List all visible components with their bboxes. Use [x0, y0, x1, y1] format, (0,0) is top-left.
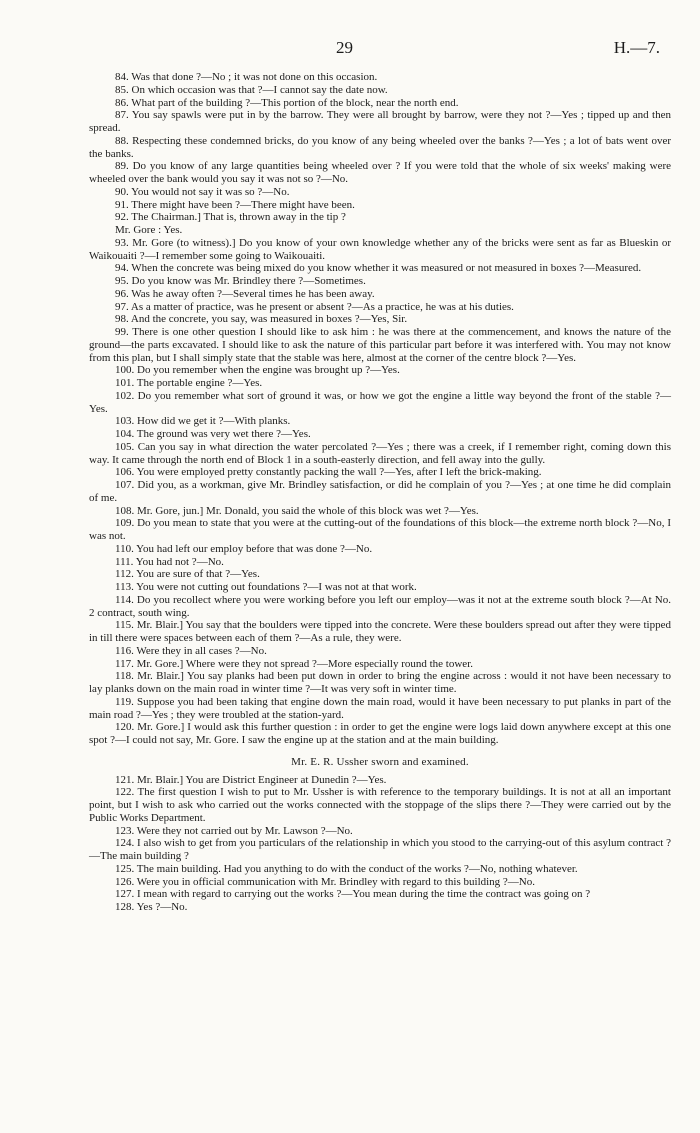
paragraph: 93. Mr. Gore (to witness).] Do you know of your own knowledge whether any of the bricks were sent as far as Blueskin or Waikouaiti ?—I remember some going to Waikouaiti.: [89, 236, 671, 262]
paragraph: 102. Do you remember what sort of ground it was, or how we got the engine a little way beyond the front of the stable ?—Yes.: [89, 389, 671, 415]
paragraph: 116. Were they in all cases ?—No.: [115, 644, 267, 657]
paragraph: 91. There might have been ?—There might have been.: [115, 198, 355, 211]
paragraph: 113. You were not cutting out foundations ?—I was not at that work.: [115, 581, 417, 593]
paragraph: 115. Mr. Blair.] You say that the boulders were tipped into the concrete. Were these boulders spread out after they were tipped in till there were spaces between each of them ?—As a rule, they were.: [89, 619, 671, 644]
paragraph: 88. Respecting these condemned bricks, do you know of any being wheeled over the banks ?—Yes ; a lot of bats went over the banks.: [89, 134, 671, 160]
paragraph: 86. What part of the building ?—This portion of the block, near the north end.: [115, 96, 459, 109]
paragraph: 114. Do you recollect where you were working before you left our employ—was it not at the extreme south block ?—At No. 2 contract, south wing.: [89, 593, 671, 619]
paragraph: 99. There is one other question I should like to ask him : he was there at the commencement, and knows the nature of the ground—the parts excavated. I should like to ask the nature of this particular part before it was interfered with. You may not know from this plan, but I shall simply state that the stable was here, almost at the corner of the centre block ?—Yes.: [89, 326, 671, 364]
paragraph: 104. The ground was very wet there ?—Yes.: [115, 428, 311, 440]
paragraph: 117. Mr. Gore.] Where were they not spread ?—More especially round the tower.: [115, 657, 473, 670]
paragraph: 128. Yes ?—No.: [115, 901, 188, 913]
paragraph: 96. Was he away often ?—Several times he has been away.: [115, 287, 375, 300]
paragraph: 105. Can you say in what direction the water percolated ?—Yes ; there was a creek, if I remember right, coming down this way. It came through the north end of Block 1 in a south-easterly direction, and fell away into the gully.: [89, 440, 671, 466]
paragraph: 87. You say spawls were put in by the barrow. They were all brought by barrow, were they not ?—Yes ; tipped up and then spread.: [89, 109, 671, 134]
paragraph: 127. I mean with regard to carrying out the works ?—You mean during the time the contract was going on ?: [115, 888, 591, 901]
paragraph: 118. Mr. Blair.] You say planks had been put down in order to bring the engine across : would it not have been necessary to lay planks down on the main road in winter time ?—It was very soft in winter time.: [89, 670, 671, 695]
paragraph: 110. You had left our employ before that was done ?—No.: [115, 542, 373, 555]
page-number: 29: [336, 38, 353, 57]
paragraph: 119. Suppose you had been taking that engine down the main road, would it have been necessary to put planks in part of the main road ?—Yes ; they were troubled at the station-yard.: [89, 695, 671, 721]
paragraph: 90. You would not say it was so ?—No.: [115, 185, 290, 198]
paragraph: 94. When the concrete was being mixed do you know whether it was measured or not measured in boxes ?—Measured.: [115, 262, 642, 275]
paragraph: 111. You had not ?—No.: [115, 555, 224, 568]
paragraph: 126. Were you in official communication with Mr. Brindley with regard to this building ?—No.: [115, 875, 536, 888]
paragraph: 125. The main building. Had you anything to do with the conduct of the works ?—No, nothing whatever.: [115, 862, 578, 875]
paragraph: 95. Do you know was Mr. Brindley there ?—Sometimes.: [115, 275, 366, 287]
paragraph: 97. As a matter of practice, was he present or absent ?—As a practice, he was at his duties.: [115, 300, 514, 313]
paragraph: 122. The first question I wish to put to Mr. Ussher is with reference to the temporary buildings. It is not at all an important point, but I wish to ask who carried out the works connected with the stoppage of the slips there ?—They were carried out by the Public Works Department.: [89, 786, 671, 824]
document-reference: H.—7.: [613, 38, 660, 57]
paragraph: 112. You are sure of that ?—Yes.: [115, 568, 260, 581]
paragraph: 89. Do you know of any large quantities being wheeled over ? If you were told that the whole of six weeks' making were wheeled over the bank would you say it was not so ?—No.: [89, 160, 671, 185]
section-heading: Mr. E. R. Ussher sworn and examined.: [291, 755, 469, 768]
page-header: [0, 38, 700, 62]
paragraph: 100. Do you remember when the engine was brought up ?—Yes.: [115, 364, 400, 377]
paragraph: 92. The Chairman.] That is, thrown away in the tip ?: [115, 211, 346, 224]
paragraph: 84. Was that done ?—No ; it was not done on this occasion.: [115, 71, 378, 83]
paragraph: 106. You were employed pretty constantly packing the wall ?—Yes, after I left the brick-making.: [115, 466, 542, 479]
paragraph: 101. The portable engine ?—Yes.: [115, 377, 263, 389]
paragraph: 107. Did you, as a workman, give Mr. Brindley satisfaction, or did he complain of you ?—Yes ; at one time he did complain of me.: [89, 479, 671, 504]
paragraph: 121. Mr. Blair.] You are District Engineer at Dunedin ?—Yes.: [115, 773, 387, 786]
paragraph: 120. Mr. Gore.] I would ask this further question : in order to get the engine were logs laid down anywhere except at this one spot ?—I could not say, Mr. Gore. I saw the engine up at the station and at the main building.: [89, 721, 671, 746]
paragraph: 109. Do you mean to state that you were at the cutting-out of the foundations of this block—the extreme north block ?—No, I was not.: [89, 517, 671, 542]
paragraph: 108. Mr. Gore, jun.] Mr. Donald, you said the whole of this block was wet ?—Yes.: [115, 504, 479, 517]
paragraph: Mr. Gore : Yes.: [115, 224, 183, 236]
paragraph: 123. Were they not carried out by Mr. Lawson ?—No.: [115, 824, 353, 837]
paragraph: 124. I also wish to get from you particulars of the relationship in which you stood to the carrying-out of this asylum contract ?—The main building ?: [89, 837, 671, 862]
paragraph: 85. On which occasion was that ?—I cannot say the date now.: [115, 83, 388, 96]
testimony-text: [89, 71, 671, 914]
paragraph: 103. How did we get it ?—With planks.: [115, 415, 291, 428]
paragraph: 98. And the concrete, you say, was measured in boxes ?—Yes, Sir.: [115, 313, 408, 326]
